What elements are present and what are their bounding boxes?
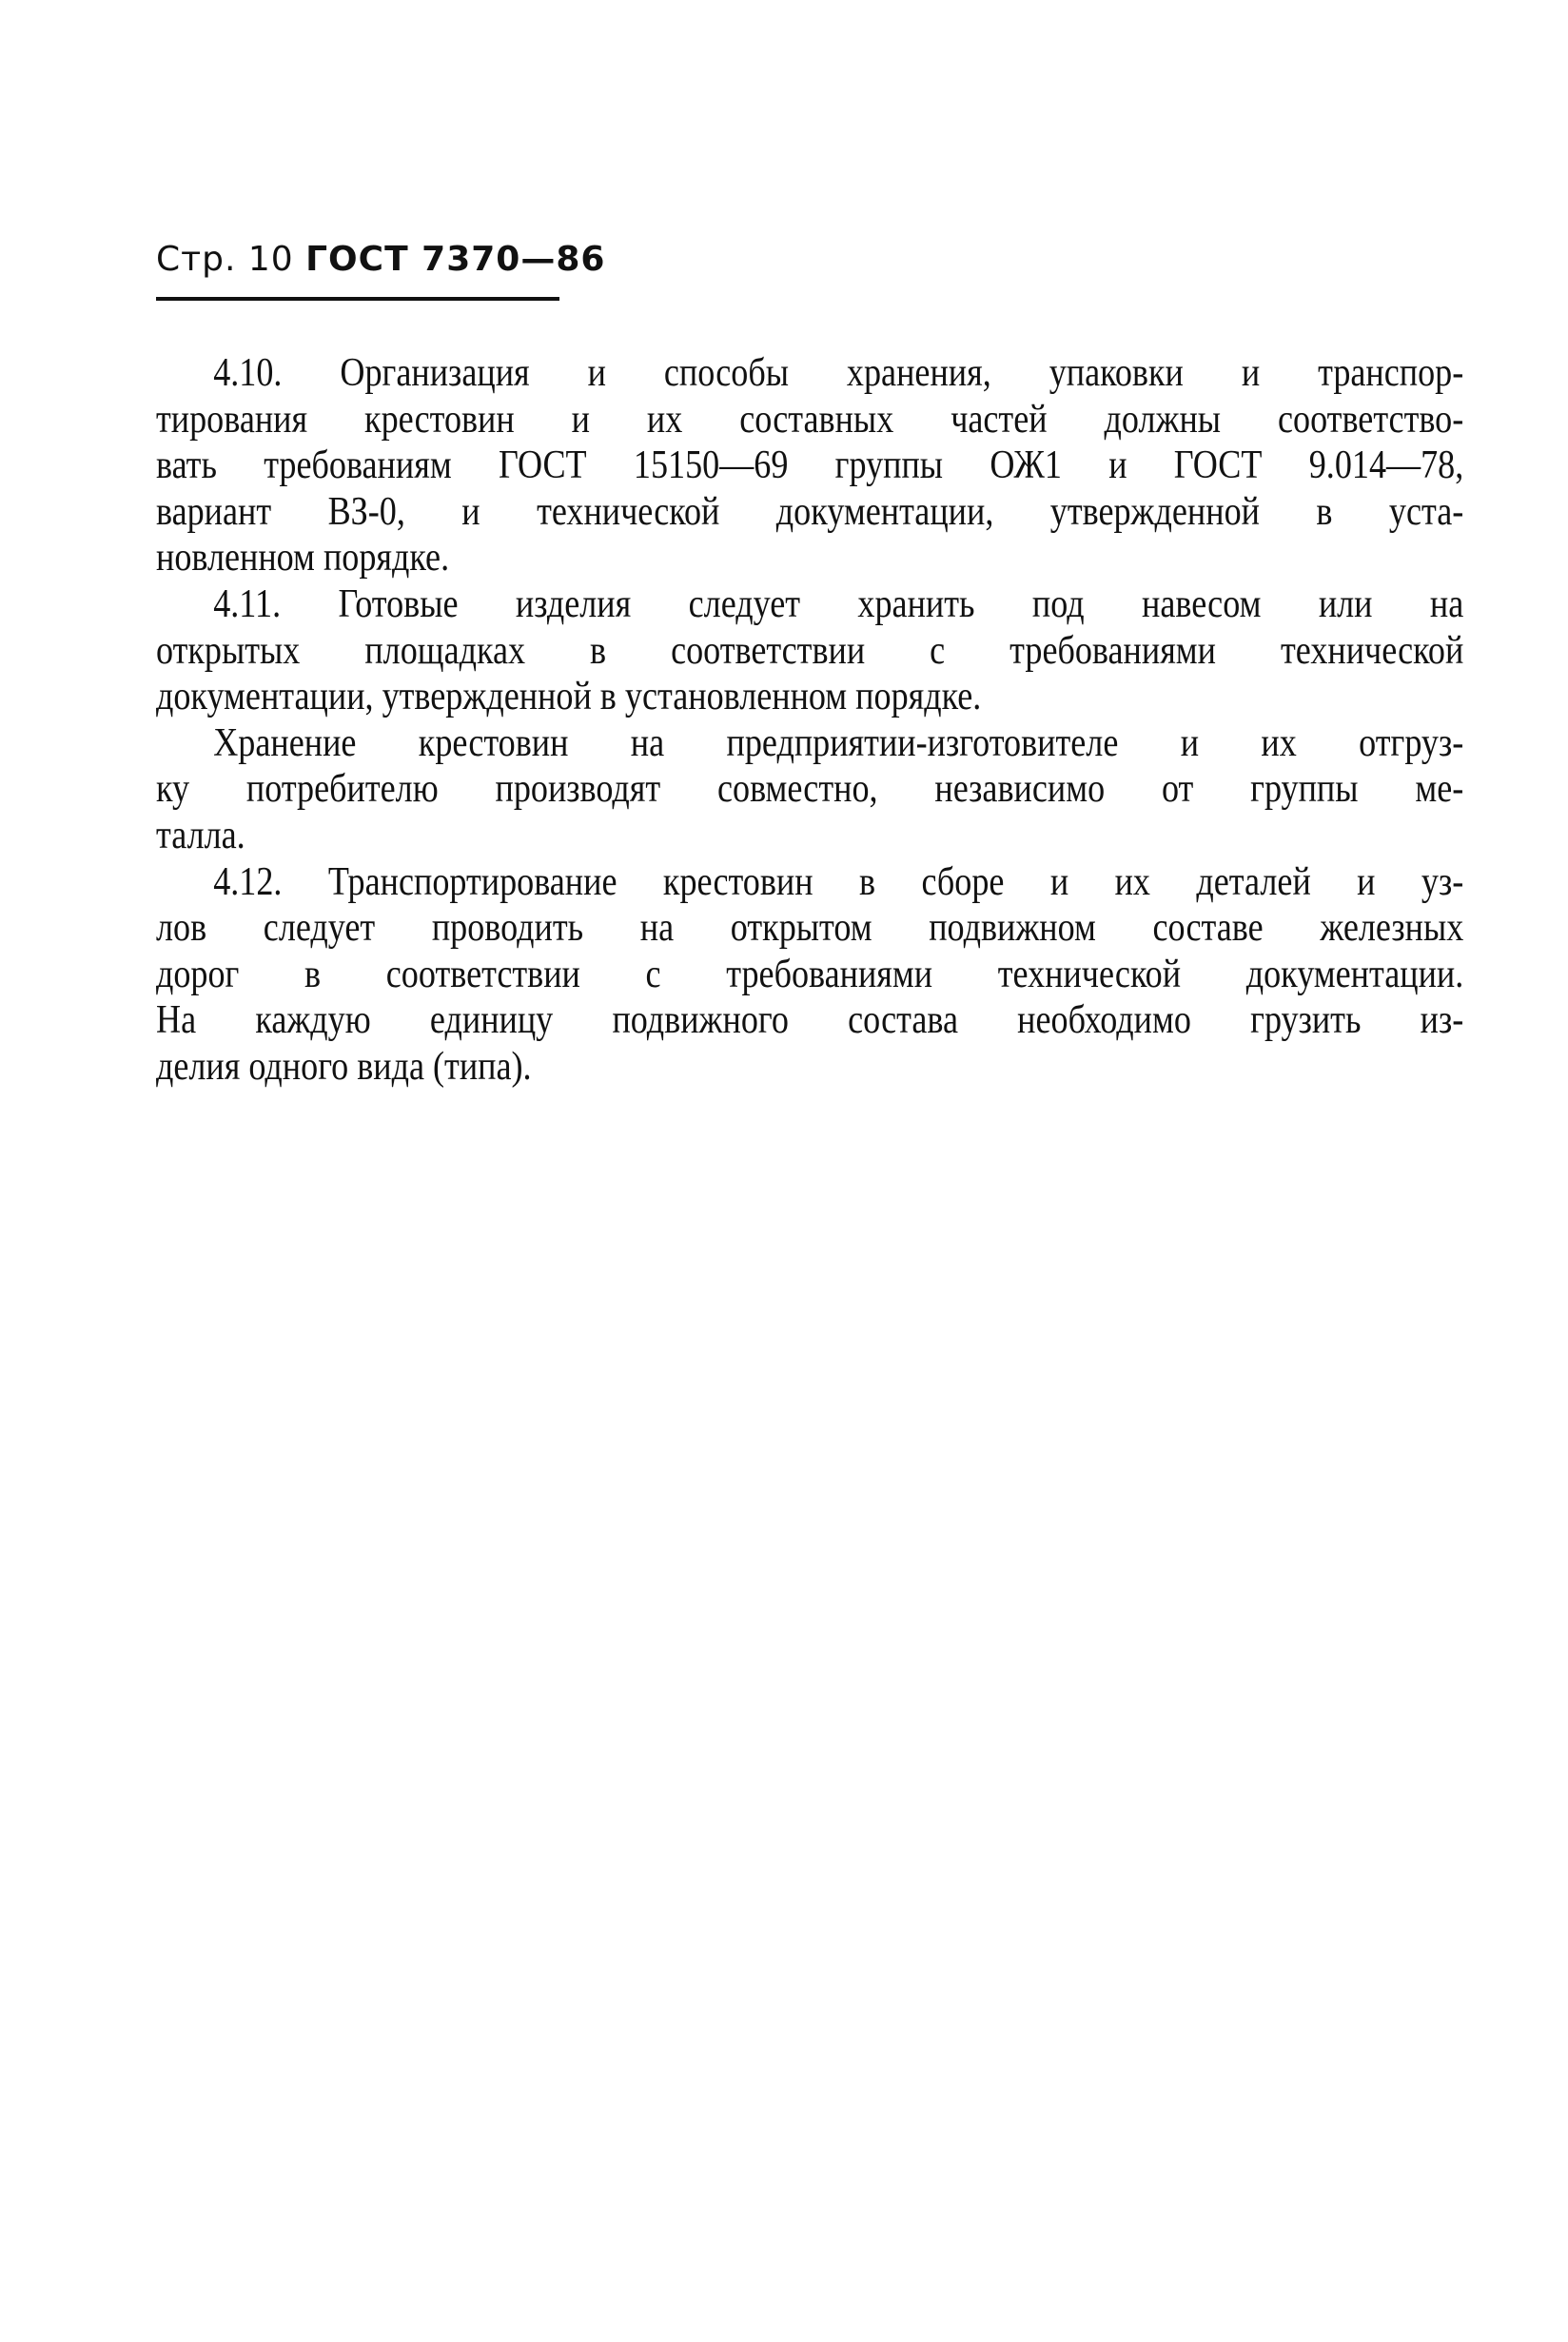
paragraph-storage (156, 720, 1463, 859)
page-number-label: Стр. 10 (156, 240, 294, 279)
text-line: вать требованиям ГОСТ 15150—69 группы ОЖ1 и ГОСТ 9.014—78, (156, 443, 1464, 488)
document-body (156, 350, 1463, 1091)
text-line: документации, утвержденной в установленном порядке. (156, 675, 982, 719)
text-line: На каждую единицу подвижного состава необходимо грузить из- (156, 998, 1464, 1043)
text-line: открытых площадках в соответствии с требованиями технической (156, 628, 1464, 673)
text-line: 4.12. Транспортирование крестовин в сборе и их деталей и уз- (213, 859, 1464, 904)
paragraph-4-10 (156, 350, 1463, 581)
text-line: Хранение крестовин на предприятии-изготовителе и их отгруз- (213, 720, 1464, 765)
text-line: лов следует проводить на открытом подвижном составе железных (156, 906, 1464, 951)
paragraph-4-12 (156, 859, 1463, 1091)
text-line: 4.11. Готовые изделия следует хранить под навесом или на (213, 581, 1464, 626)
text-line: талла. (156, 813, 245, 857)
text-line: ку потребителю производят совместно, независимо от группы ме- (156, 767, 1464, 812)
text-line: дорог в соответствии с требованиями технической документации. (156, 952, 1464, 996)
text-line: делия одного вида (типа). (156, 1044, 532, 1089)
text-line: вариант ВЗ-0, и технической документации, утвержденной в уста- (156, 489, 1464, 534)
text-line: тирования крестовин и их составных частей должны соответство- (156, 397, 1464, 442)
standard-code: ГОСТ 7370—86 (305, 240, 606, 279)
text-line: новленном порядке. (156, 536, 450, 581)
header-divider (156, 297, 559, 301)
paragraph-4-11 (156, 581, 1463, 720)
page-header (156, 240, 605, 279)
text-line: 4.10. Организация и способы хранения, упаковки и транспор- (213, 351, 1464, 395)
